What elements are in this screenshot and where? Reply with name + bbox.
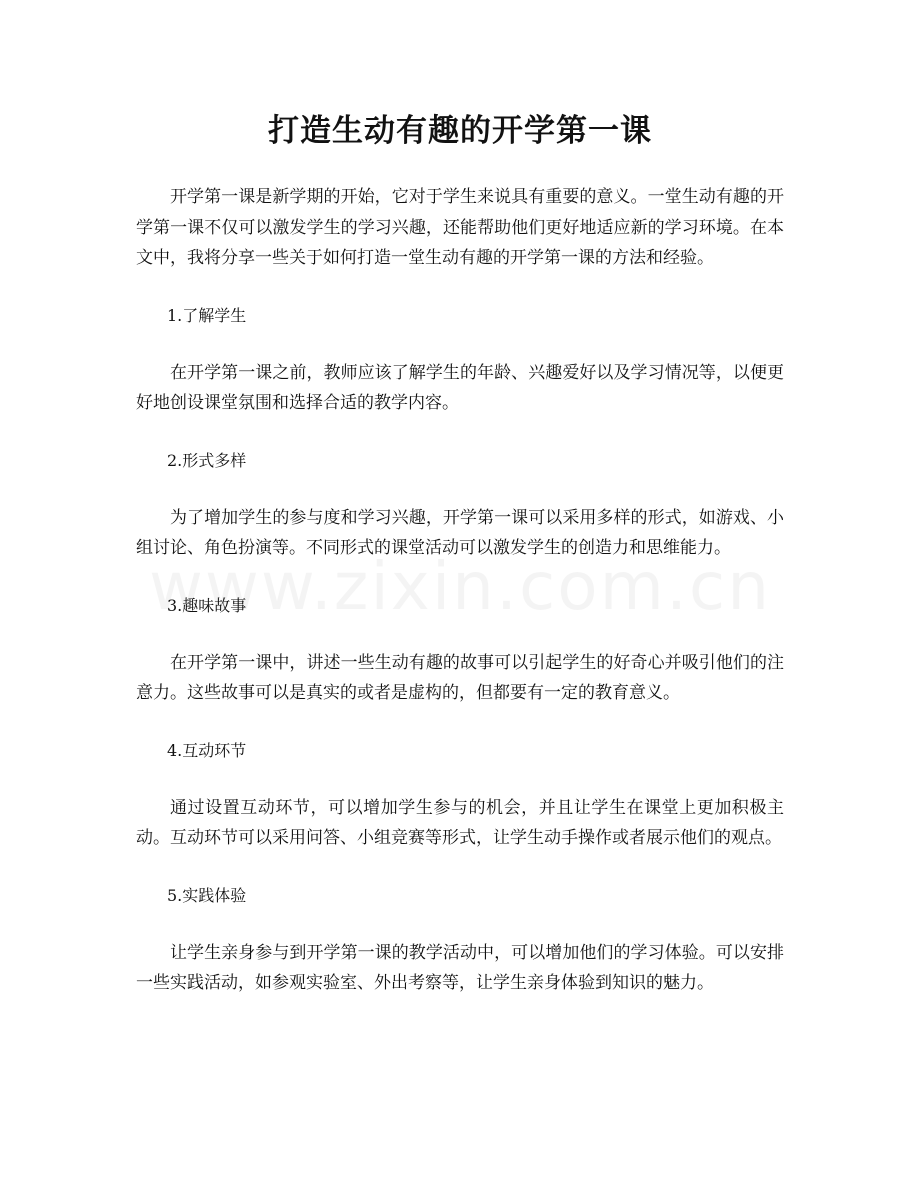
section-paragraph-2: 为了增加学生的参与度和学习兴趣，开学第一课可以采用多样的形式，如游戏、小组讨论、角色扮演等。不同形式的课堂活动可以激发学生的创造力和思维能力。 [136,507,784,558]
section-heading-1: 1.了解学生 [167,305,247,325]
section-paragraph-5: 让学生亲身参与到开学第一课的教学活动中，可以增加他们的学习体验。可以安排一些实践活动，如参观实验室、外出考察等，让学生亲身体验到知识的魅力。 [136,942,784,993]
section-heading-5: 5.实践体验 [167,885,247,905]
page-title: 打造生动有趣的开学第一课 [268,113,652,149]
section-paragraph-1: 在开学第一课之前，教师应该了解学生的年龄、兴趣爱好以及学习情况等，以便更好地创设课堂氛围和选择合适的教学内容。 [136,362,784,413]
section-heading-4: 4.互动环节 [167,740,247,760]
section-heading-3: 3.趣味故事 [167,595,247,615]
intro-paragraph: 开学第一课是新学期的开始，它对于学生来说具有重要的意义。一堂生动有趣的开学第一课不仅可以激发学生的学习兴趣，还能帮助他们更好地适应新的学习环境。在本文中，我将分享一些关于如何打造一堂生动有趣的开学第一课的方法和经验。 [136,187,784,268]
section-paragraph-4: 通过设置互动环节，可以增加学生参与的机会，并且让学生在课堂上更加积极主动。互动环节可以采用问答、小组竞赛等形式，让学生动手操作或者展示他们的观点。 [136,797,784,848]
section-heading-2: 2.形式多样 [167,450,247,470]
document-body [136,182,784,1027]
section-paragraph-3: 在开学第一课中，讲述一些生动有趣的故事可以引起学生的好奇心并吸引他们的注意力。这些故事可以是真实的或者是虚构的，但都要有一定的教育意义。 [136,652,784,703]
